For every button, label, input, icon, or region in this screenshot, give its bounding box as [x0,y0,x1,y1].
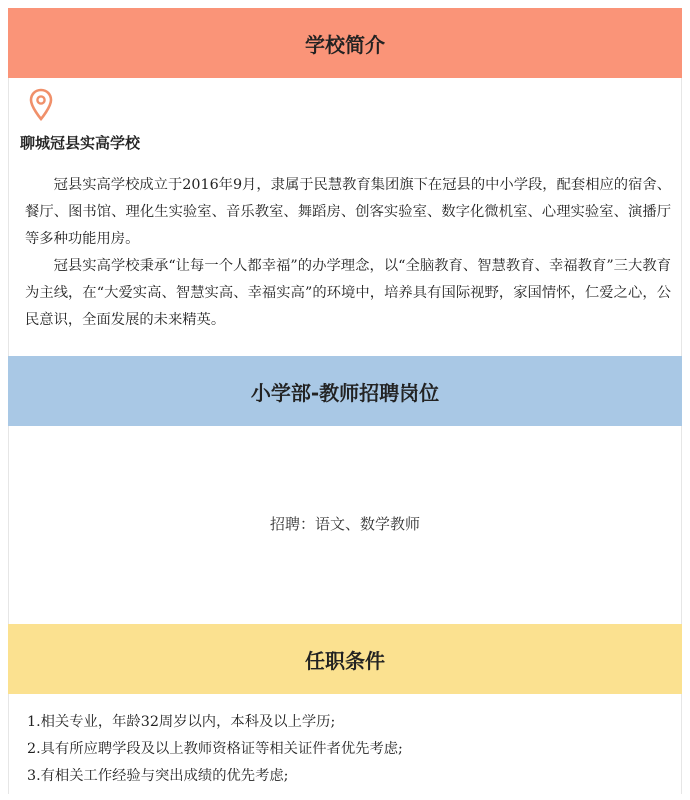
requirements-panel [8,694,682,794]
intro-panel [8,78,682,356]
requirement-item: 2.具有所应聘学段及以上教师资格证等相关证件者优先考虑; [27,741,403,757]
requirements-header [8,624,682,694]
jobs-header [8,356,682,426]
recruitment-page [8,8,682,794]
school-name: 聊城冠县实高学校 [20,134,141,152]
intro-paragraph: 冠县实高学校秉承“让每一个人都幸福”的办学理念，以“全脑教育、智慧教育、幸福教育”三大教育为主线，在“大爱实高、智慧实高、幸福实高”的环境中，培养具有国际视野，家国情怀，仁爱之心，公民意识，全面发展的未来精英。 [25,258,671,328]
intro-header-title: 学校简介 [305,32,385,57]
jobs-panel [8,426,682,624]
jobs-text: 招聘：语文、数学教师 [269,514,420,533]
jobs-header-title: 小学部-教师招聘岗位 [250,380,440,405]
requirement-item: 1.相关专业，年龄32周岁以内，本科及以上学历; [27,714,336,730]
requirements-header-title: 任职条件 [305,648,385,673]
intro-header [8,8,682,78]
intro-text [25,172,671,334]
intro-paragraph: 冠县实高学校成立于2016年9月，隶属于民慧教育集团旗下在冠县的中小学段，配套相应的宿舍、餐厅、图书馆、理化生实验室、音乐教室、舞蹈房、创客实验室、数字化微机室、心理实验室、演播厅等多种功能用房。 [25,177,671,247]
requirement-item: 3.有相关工作经验与突出成绩的优先考虑; [27,768,289,784]
location-pin-icon [28,88,54,122]
